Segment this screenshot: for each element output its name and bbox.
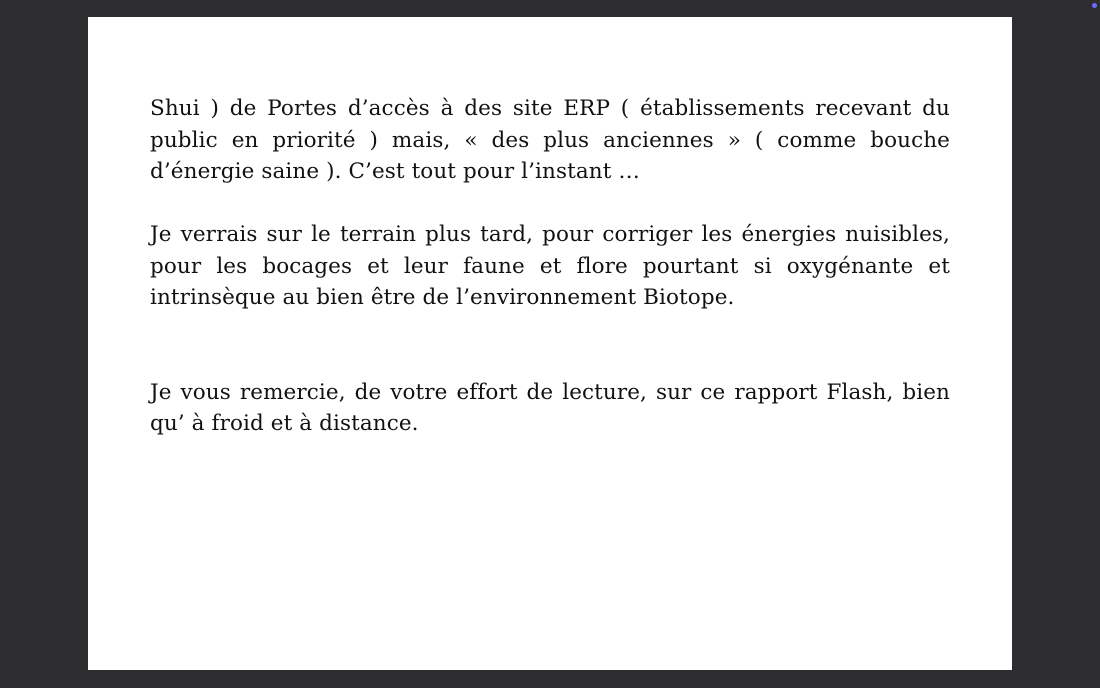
paragraph-1: Shui ) de Portes d’accès à des site ERP ( établissements recevant du public en priorité ) mais, « des plus anciennes » ( comme bouche d’énergie saine ). C’est tout pour l’instant … [150, 96, 950, 184]
paragraph-3: Je vous remercie, de votre effort de lecture, sur ce rapport Flash, bien qu’ à froid et à distance. [150, 379, 950, 436]
status-dot-icon [1092, 3, 1097, 8]
paragraph-2: Je verrais sur le terrain plus tard, pour corriger les énergies nuisibles, pour les bocages et leur faune et flore pourtant si oxygénante et intrinsèque au bien être de l’environnement Biotope. [150, 222, 950, 310]
document-page [88, 17, 1012, 670]
